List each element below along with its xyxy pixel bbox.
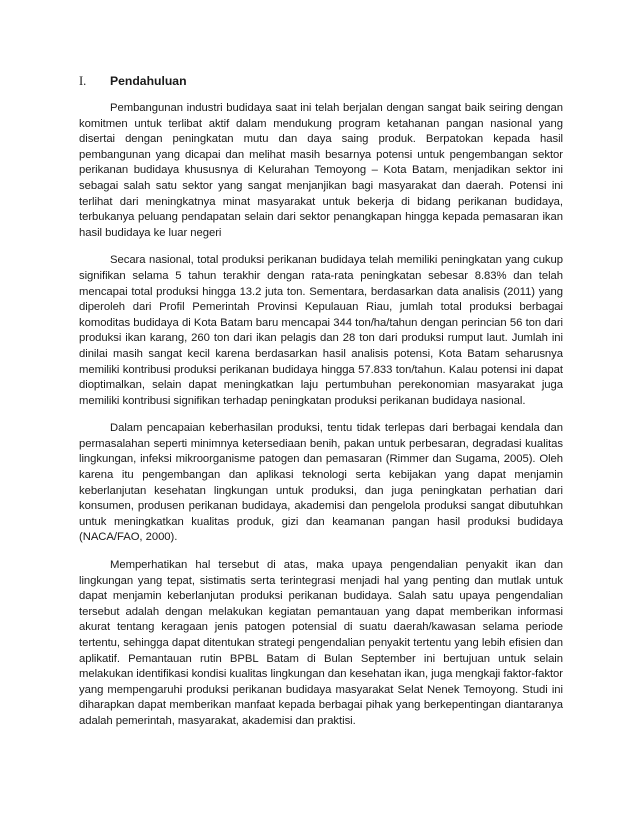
section-number: I.	[79, 74, 87, 88]
document-page	[79, 74, 563, 742]
paragraph-1: Pembangunan industri budidaya saat ini telah berjalan dengan sangat baik seiring dengan komitmen untuk terlibat aktif dalam mendukung program ketahanan pangan nasional yang disertai dengan peningkatan mutu dan daya saing produk. Berpatokan kepada hasil pembangunan yang dicapai dan melihat masih besarnya potensi untuk pengembangan sektor perikanan budidaya khususnya di Kelurahan Temoyong – Kota Batam, menjadikan sektor ini sebagai salah satu sektor yang sangat menjanjikan bagi masyarakat dan daerah. Potensi ini terlihat dari meningkatnya minat masyarakat untuk bekerja di bidang perikanan budidaya, terbukanya peluang pendapatan selain dari sektor penangkapan hingga kepada pemasaran ikan hasil budidaya ke luar negeri	[79, 102, 563, 239]
paragraph-2: Secara nasional, total produksi perikanan budidaya telah memiliki peningkatan yang cukup signifikan selama 5 tahun terakhir dengan rata-rata peningkatan sebesar 8.83% dan telah mencapai total produksi hingga 13.2 juta ton. Sementara, berdasarkan data analisis (2011) yang diperoleh dari Profil Pemerintah Provinsi Kepulauan Riau, jumlah total produksi berbagai komoditas budidaya di Kota Batam baru mencapai 344 ton/ha/tahun dengan perincian 56 ton dari produksi ikan karang, 260 ton dari ikan pelagis dan 28 ton dari produksi rumput laut. Jumlah ini dinilai masih sangat kecil karena berdasarkan hasil analisis potensi, Kota Batam seharusnya memiliki kontribusi produksi perikanan budidaya hingga 57.833 ton/tahun. Kalau potensi ini dapat dioptimalkan, selain dapat meningkatkan laju pertumbuhan perekonomian masyarakat juga memiliki kontribusi signifikan terhadap peningkatan produksi perikanan budidaya nasional.	[79, 254, 563, 407]
paragraph-3: Dalam pencapaian keberhasilan produksi, tentu tidak terlepas dari berbagai kendala dan permasalahan seperti minimnya ketersediaan benih, pakan untuk perbesaran, degradasi kualitas lingkungan, infeksi mikroorganisme patogen dan pemasaran (Rimmer dan Sugama, 2005). Oleh karena itu pengembangan dan aplikasi teknologi serta kebijakan yang dapat menjamin keberlanjutan kesehatan lingkungan untuk produksi, dan juga peningkatan perhatian dari konsumen, produsen perikanan budidaya, akademisi dan pengelola produksi sangat dibutuhkan untuk meningkatkan kualitas produk, gizi dan keamanan pangan hasil produksi budidaya (NACA/FAO, 2000).	[79, 422, 563, 544]
paragraph-4: Memperhatikan hal tersebut di atas, maka upaya pengendalian penyakit ikan dan lingkungan yang tepat, sistimatis serta terintegrasi menjadi hal yang penting dan mutlak untuk dapat menjamin keberlanjutan produksi perikanan budidaya. Salah satu upaya pengendalian tersebut adalah dengan melakukan kegiatan pemantauan yang dapat memberikan informasi akurat tentang keragaan jenis patogen potensial di suatu daerah/kawasan selama periode tertentu, sehingga dapat ditentukan strategi pengendalian penyakit tertentu yang lebih efisien dan aplikatif. Pemantauan rutin BPBL Batam di Bulan September ini bertujuan untuk selain melakukan identifikasi kondisi kualitas lingkungan dan kesehatan ikan, juga mengkaji faktor-faktor yang mempengaruhi produksi perikanan budidaya masyarakat Selat Nenek Temoyong. Studi ini diharapkan dapat memberikan manfaat kepada berbagai pihak yang berkepentingan diantaranya adalah pemerintah, masyarakat, akademisi dan praktisi.	[79, 559, 563, 727]
section-heading	[79, 74, 563, 89]
section-title: Pendahuluan	[110, 74, 187, 88]
